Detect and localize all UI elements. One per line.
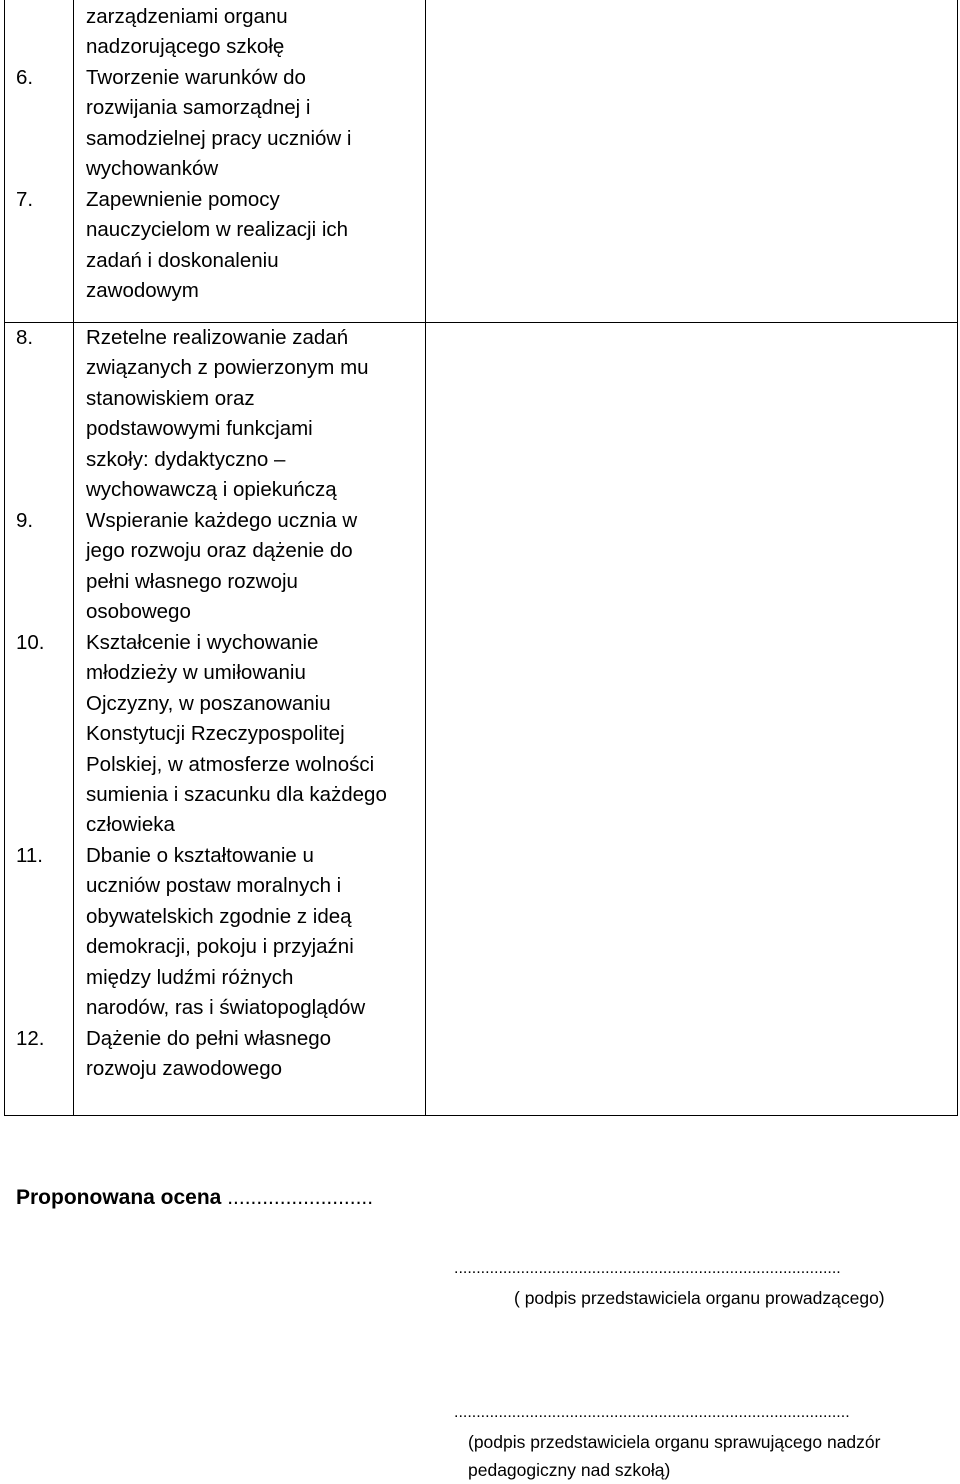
list-item-text: Wspieranie każdego ucznia w jego rozwoju oraz dążenie do pełni własnego rozwoju osobowego [86, 509, 358, 624]
list-item-number: 9. [16, 509, 34, 532]
table-border-left [4, 0, 5, 1116]
list-item-text: Dbanie o kształtowanie u uczniów postaw moralnych i obywatelskich zgodnie z ideą demokracji, pokoju i przyjaźni między ludźmi różnych narodów, ras i światopoglądów [86, 844, 366, 1020]
list-item-text: Tworzenie warunków do rozwijania samorządnej i samodzielnej pracy uczniów i wychowanków [86, 66, 352, 181]
proposed-grade-blank[interactable]: ......................... [227, 1186, 374, 1209]
evaluation-table [4, 0, 958, 1116]
proposed-grade-label: Proponowana ocena [16, 1186, 222, 1209]
list-item-text: Dążenie do pełni własnego rozwoju zawodowego [86, 1027, 332, 1081]
table-border-bottom [4, 1115, 958, 1116]
list-item-text: zarządzeniami organu nadzorującego szkołę [86, 5, 288, 59]
list-item-number: 8. [16, 326, 34, 349]
signature-line-governing-body[interactable]: ....................................................................................... [454, 1260, 841, 1277]
signature-line-supervising-body[interactable]: ......................................................................................... [454, 1404, 850, 1421]
table-border-right [957, 0, 958, 1116]
list-item-number: 10. [16, 631, 45, 654]
list-item-text: Zapewnienie pomocy nauczycielom w realizacji ich zadań i doskonaleniu zawodowym [86, 188, 349, 303]
table-border-col2 [425, 0, 426, 1116]
list-item-number: 7. [16, 188, 34, 211]
list-item-text: Rzetelne realizowanie zadań związanych z powierzonym mu stanowiskiem oraz podstawowymi funkcjami szkoły: dydaktyczno – wychowawczą i opiekuńczą [86, 326, 369, 502]
proposed-grade [16, 1186, 373, 1210]
signature-label-governing-body: ( podpis przedstawiciela organu prowadzącego) [514, 1288, 885, 1308]
list-item-number: 6. [16, 66, 34, 89]
list-item-text: Kształcenie i wychowanie młodzieży w umiłowaniu Ojczyzny, w poszanowaniu Konstytucji Rzeczypospolitej Polskiej, w atmosferze wolności sumienia i szacunku dla każdego człowieka [86, 631, 387, 837]
list-item-number: 12. [16, 1027, 45, 1050]
signature-label-supervising-body: (podpis przedstawiciela organu sprawującego nadzór pedagogiczny nad szkołą) [468, 1432, 881, 1480]
table-border-col1 [73, 0, 74, 1116]
list-item-number: 11. [16, 844, 43, 867]
